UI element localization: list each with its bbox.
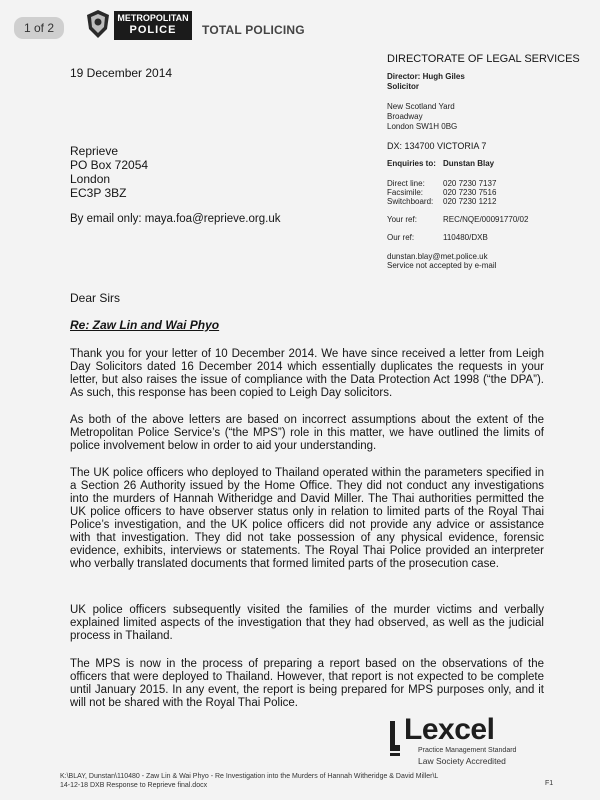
lexcel-wordmark: Lexcel <box>404 713 495 746</box>
sender-address-line: New Scotland Yard <box>387 102 455 111</box>
contact-value: 020 7230 7516 <box>443 188 497 197</box>
contact-label: Direct line: <box>387 179 425 188</box>
police-crest-icon <box>85 9 111 39</box>
contact-value: 020 7230 1212 <box>443 197 497 206</box>
our-ref-label: Our ref: <box>387 233 415 242</box>
logo-line-1: METROPOLITAN <box>117 13 189 23</box>
subject-line: Re: Zaw Lin and Wai Phyo <box>70 318 220 332</box>
dx-number: DX: 134700 VICTORIA 7 <box>387 141 487 151</box>
logo-line-2: POLICE <box>129 24 177 36</box>
email-note: Service not accepted by e-mail <box>387 261 497 270</box>
body-paragraph: UK police officers subsequently visited the families of the murder victims and verbally explained limited aspects of the investigation that they had observed, as well as the judicial process in Thailand. <box>70 604 544 642</box>
sender-address-line: Broadway <box>387 112 423 121</box>
sender-email[interactable]: dunstan.blay@met.police.uk <box>387 252 488 261</box>
met-police-logo <box>114 11 192 40</box>
lexcel-mark-icon <box>388 719 402 759</box>
salutation: Dear Sirs <box>70 291 121 305</box>
body-paragraph: Thank you for your letter of 10 December 2014. We have since received a letter from Leigh Day Solicitors dated 16 December 2014 which essentially duplicates the requests in your letter, but also raises the issue of compliance with the Data Protection Act 1998 (“the DPA”). As such, this response has been copied to Leigh Day solicitors. <box>70 348 544 399</box>
recipient-address <box>70 144 148 200</box>
recipient-line: EC3P 3BZ <box>70 186 127 200</box>
director-title: Solicitor <box>387 82 420 91</box>
page-counter[interactable]: 1 of 2 <box>14 17 64 39</box>
footer-line: K:\BLAY, Dunstan\110480 - Zaw Lin & Wai Phyo - Re Investigation into the Murders of Hannah Witheridge & David Miller\L <box>60 773 439 780</box>
lexcel-accredited: Law Society Accredited <box>418 756 506 766</box>
letter-date: 19 December 2014 <box>70 66 173 80</box>
director-name: Director: Hugh Giles <box>387 72 465 81</box>
recipient-line: PO Box 72054 <box>70 158 149 172</box>
enquiries-label: Enquiries to: <box>387 159 436 168</box>
file-path-footer <box>60 772 438 790</box>
footer-line: 14-12-18 DXB Response to Reprieve final.docx <box>60 782 208 789</box>
email-only-line: By email only: maya.foa@reprieve.org.uk <box>70 213 281 225</box>
sender-address-line: London SW1H 0BG <box>387 122 458 131</box>
recipient-line: London <box>70 172 111 186</box>
page-code: F1 <box>545 780 554 787</box>
our-ref-value: 110480/DXB <box>443 233 488 242</box>
lexcel-subtitle: Practice Management Standard <box>418 747 517 754</box>
your-ref-value: REC/NQE/00091770/02 <box>443 215 529 224</box>
your-ref-label: Your ref: <box>387 215 417 224</box>
recipient-line: Reprieve <box>70 144 119 158</box>
contact-label: Switchboard: <box>387 197 434 206</box>
directorate-title: DIRECTORATE OF LEGAL SERVICES <box>387 53 580 65</box>
contact-label: Facsimile: <box>387 188 424 197</box>
slogan: TOTAL POLICING <box>202 23 305 37</box>
body-paragraph: The UK police officers who deployed to Thailand operated within the parameters specified in a Section 26 Authority issued by the Home Office. They did not conduct any investigations into the murders of Hannah Witheridge and David Miller. The Thai authorities permitted the UK police officers to have observer status only in relation to limited parts of the Royal Thai Police’s investigation, and the UK police officers did not provide any advice or assistance with that investigation. They did not take possession of any physical evidence, forensic evidence, exhibits, interviews or statements. The Royal Thai Police provided an interpreter who verbally translated documents that formed limited parts of the prosecution case. <box>70 467 544 570</box>
enquiries-name: Dunstan Blay <box>443 159 495 168</box>
contact-value: 020 7230 7137 <box>443 179 497 188</box>
body-paragraph: As both of the above letters are based on incorrect assumptions about the extent of the Metropolitan Police Service’s (“the MPS”) role in this matter, we have outlined the limits of police involvement below in order to aid your understanding. <box>70 414 544 452</box>
body-paragraph: The MPS is now in the process of preparing a report based on the observations of the officers that were deployed to Thailand. However, that report is not expected to be complete until January 2015. In any event, the report is being prepared for MPS purposes only, and it will not be shared with the Royal Thai Police. <box>70 658 544 709</box>
